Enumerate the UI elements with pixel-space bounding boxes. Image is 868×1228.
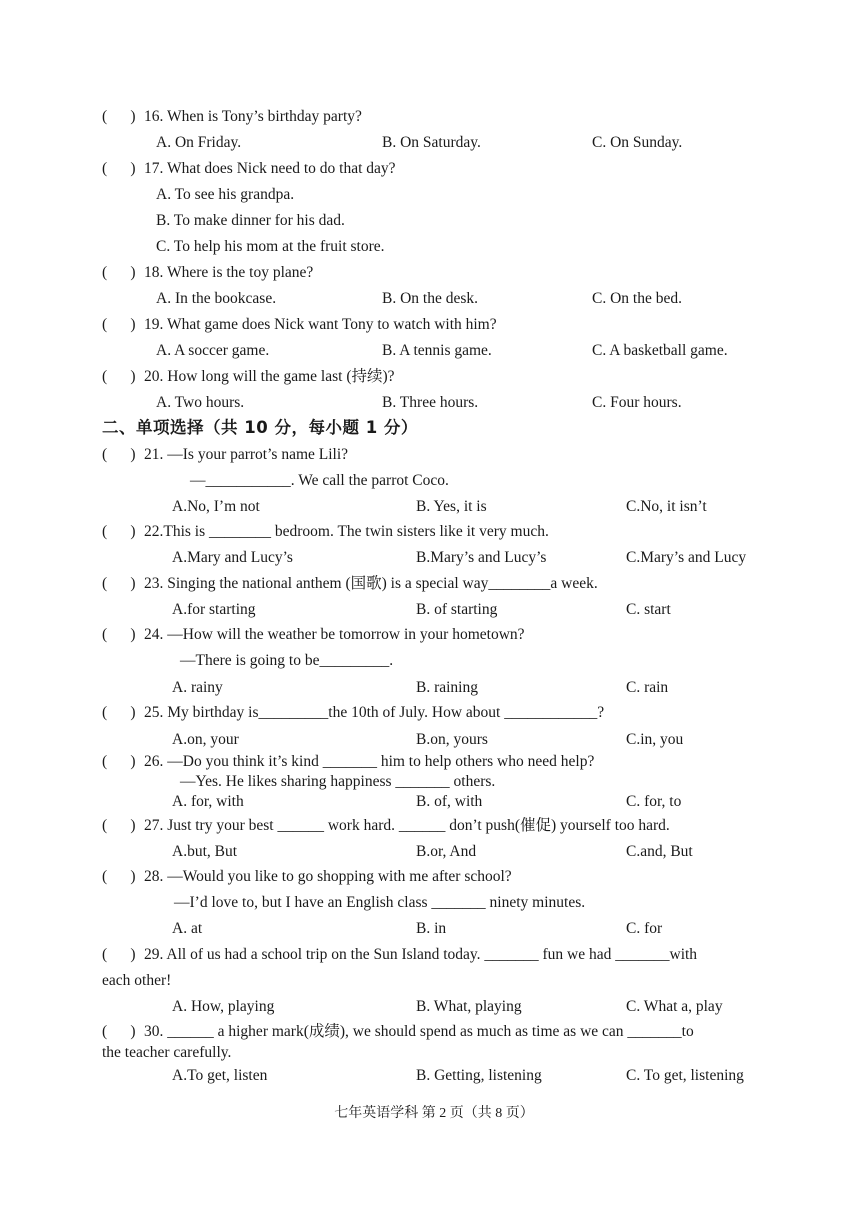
question-text-continued: each other! xyxy=(102,972,172,989)
answer-blank[interactable]: ( ) xyxy=(102,704,136,721)
option-a: A. A soccer game. xyxy=(156,342,270,359)
answer-blank[interactable]: ( ) xyxy=(102,1023,136,1040)
answer-blank[interactable]: ( ) xyxy=(102,316,136,333)
option-c: C. A basketball game. xyxy=(592,342,728,359)
question-text: 27. Just try your best ______ work hard. ______ don’t push(催促) yourself too hard. xyxy=(144,817,670,834)
question-text: 16. When is Tony’s birthday party? xyxy=(144,108,362,125)
option-b: B. To make dinner for his dad. xyxy=(156,212,345,229)
option-a: A.on, your xyxy=(172,731,239,748)
option-a: A. In the bookcase. xyxy=(156,290,277,307)
option-a: A.No, I’m not xyxy=(172,498,260,515)
option-b: B. On Saturday. xyxy=(382,134,481,151)
option-c: C.in, you xyxy=(626,731,684,748)
answer-blank[interactable]: ( ) xyxy=(102,626,136,643)
answer-blank[interactable]: ( ) xyxy=(102,368,136,385)
option-b: B. Getting, listening xyxy=(416,1067,542,1084)
option-b: B. in xyxy=(416,920,447,937)
option-b: B. What, playing xyxy=(416,998,522,1015)
option-c: C. rain xyxy=(626,679,669,696)
question-text: 26. —Do you think it’s kind _______ him to help others who need help? xyxy=(144,753,595,770)
answer-blank[interactable]: ( ) xyxy=(102,753,136,770)
question-text: 28. —Would you like to go shopping with me after school? xyxy=(144,868,512,885)
option-b: B. Three hours. xyxy=(382,394,479,411)
option-b: B. Yes, it is xyxy=(416,498,487,515)
option-a: A. Two hours. xyxy=(156,394,245,411)
question-text: 22.This is ________ bedroom. The twin sisters like it very much. xyxy=(144,523,549,540)
question-text: 30. ______ a higher mark(成绩), we should spend as much as time as we can _______to xyxy=(144,1023,694,1040)
option-c: C. To help his mom at the fruit store. xyxy=(156,238,385,255)
answer-blank[interactable]: ( ) xyxy=(102,446,136,463)
option-b: B.Mary’s and Lucy’s xyxy=(416,549,547,566)
question-text: 21. —Is your parrot’s name Lili? xyxy=(144,446,349,463)
option-a: A.but, But xyxy=(172,843,238,860)
page-footer: 七年英语学科 第 2 页（共 8 页） xyxy=(334,1106,534,1121)
option-c: C. Four hours. xyxy=(592,394,682,411)
question-response: —There is going to be_________. xyxy=(180,652,394,669)
option-a: A.Mary and Lucy’s xyxy=(172,549,293,566)
answer-blank[interactable]: ( ) xyxy=(102,946,136,963)
question-response: —___________. We call the parrot Coco. xyxy=(190,472,449,489)
option-b: B.or, And xyxy=(416,843,477,860)
answer-blank[interactable]: ( ) xyxy=(102,817,136,834)
question-text: 23. Singing the national anthem (国歌) is a special way________a week. xyxy=(144,575,598,592)
option-a: A. To see his grandpa. xyxy=(156,186,295,203)
option-b: B. A tennis game. xyxy=(382,342,492,359)
option-a: A.for starting xyxy=(172,601,256,618)
option-a: A. rainy xyxy=(172,679,223,696)
option-a: A.To get, listen xyxy=(172,1067,268,1084)
option-c: C. To get, listening xyxy=(626,1067,744,1084)
question-text: 24. —How will the weather be tomorrow in your hometown? xyxy=(144,626,525,643)
question-text: 17. What does Nick need to do that day? xyxy=(144,160,396,177)
question-text: 19. What game does Nick want Tony to watch with him? xyxy=(144,316,497,333)
option-a: A. for, with xyxy=(172,793,244,810)
question-text: 20. How long will the game last (持续)? xyxy=(144,368,395,385)
option-c: C.Mary’s and Lucy xyxy=(626,549,747,566)
section-title: 二、单项选择（共 10 分，每小题 1 分） xyxy=(102,418,418,437)
option-b: B. of starting xyxy=(416,601,498,618)
question-text-continued: the teacher carefully. xyxy=(102,1044,232,1061)
answer-blank[interactable]: ( ) xyxy=(102,523,136,540)
answer-blank[interactable]: ( ) xyxy=(102,160,136,177)
answer-blank[interactable]: ( ) xyxy=(102,868,136,885)
answer-blank[interactable]: ( ) xyxy=(102,264,136,281)
option-b: B. On the desk. xyxy=(382,290,479,307)
answer-blank[interactable]: ( ) xyxy=(102,575,136,592)
option-a: A. at xyxy=(172,920,203,937)
option-a: A. How, playing xyxy=(172,998,275,1015)
option-b: B. raining xyxy=(416,679,478,696)
option-c: C. What a, play xyxy=(626,998,723,1015)
option-c: C. start xyxy=(626,601,671,618)
option-b: B.on, yours xyxy=(416,731,488,748)
answer-blank[interactable]: ( ) xyxy=(102,108,136,125)
question-text: 18. Where is the toy plane? xyxy=(144,264,314,281)
question-text: 29. All of us had a school trip on the Sun Island today. _______ fun we had _______with xyxy=(144,946,698,963)
question-text: 25. My birthday is_________the 10th of July. How about ____________? xyxy=(144,704,605,721)
option-b: B. of, with xyxy=(416,793,483,810)
question-response: —Yes. He likes sharing happiness _______ others. xyxy=(180,773,496,790)
option-c: C. for xyxy=(626,920,663,937)
option-c: C. On Sunday. xyxy=(592,134,683,151)
option-a: A. On Friday. xyxy=(156,134,242,151)
question-response: —I’d love to, but I have an English class _______ ninety minutes. xyxy=(174,894,586,911)
option-c: C. On the bed. xyxy=(592,290,682,307)
option-c: C.No, it isn’t xyxy=(626,498,707,515)
option-c: C. for, to xyxy=(626,793,682,810)
option-c: C.and, But xyxy=(626,843,693,860)
